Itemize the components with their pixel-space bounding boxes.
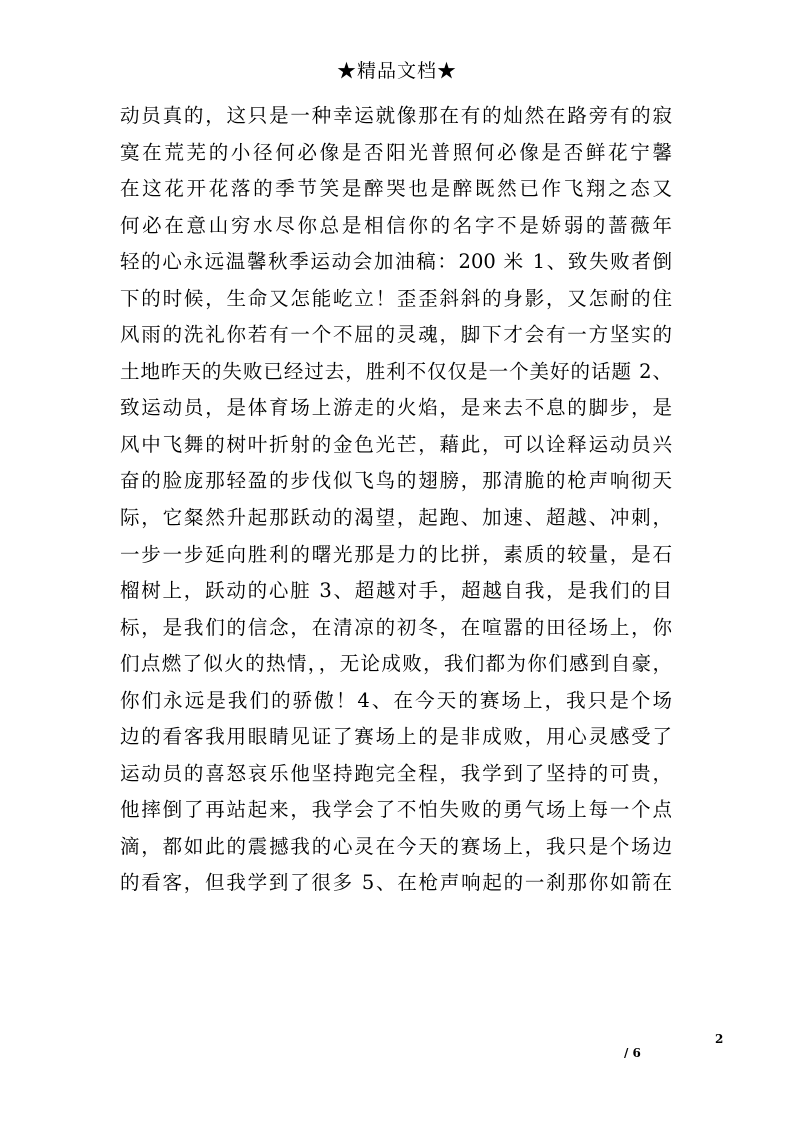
page-total: / 6 bbox=[624, 1046, 641, 1060]
text-line-22: 的看客，但我学到了很多 5、在枪声响起的一刹那你如箭在 bbox=[120, 871, 672, 895]
page-header-title: ★精品文档★ bbox=[336, 60, 457, 82]
text-line-2: 寞在荒芜的小径何必像是否阳光普照何必像是否鲜花宁馨 bbox=[120, 140, 672, 164]
text-line-7: 风雨的洗礼你若有一个不屈的灵魂，脚下才会有一方坚实的 bbox=[120, 323, 672, 347]
text-line-14: 榴树上，跃动的心脏 3、超越对手，超越自我，是我们的目 bbox=[120, 579, 672, 603]
text-line-4: 何必在意山穷水尽你总是相信你的名字不是娇弱的蔷薇年 bbox=[120, 213, 672, 237]
text-line-10: 风中飞舞的树叶折射的金色光芒，藉此，可以诠释运动员兴 bbox=[120, 432, 672, 456]
text-line-6: 下的时候，生命又怎能屹立！歪歪斜斜的身影，又怎耐的住 bbox=[120, 286, 672, 310]
text-line-15: 标，是我们的信念，在清凉的初冬，在喧嚣的田径场上，你 bbox=[120, 615, 672, 639]
text-line-17: 你们永远是我们的骄傲！4、在今天的赛场上，我只是个场 bbox=[120, 688, 672, 712]
text-line-5: 轻的心永远温馨秋季运动会加油稿：200 米 1、致失败者倒 bbox=[120, 250, 672, 274]
text-line-12: 际，它粲然升起那跃动的渴望，起跑、加速、超越、冲刺， bbox=[120, 506, 672, 530]
text-line-8: 土地昨天的失败已经过去，胜利不仅仅是一个美好的话题 2、 bbox=[120, 359, 672, 383]
text-line-16: 们点燃了似火的热情，，无论成败，我们都为你们感到自豪， bbox=[120, 652, 672, 676]
text-line-18: 边的看客我用眼睛见证了赛场上的是非成败，用心灵感受了 bbox=[120, 725, 672, 749]
text-line-11: 奋的脸庞那轻盈的步伐似飞鸟的翅膀，那清脆的枪声响彻天 bbox=[120, 469, 672, 493]
text-line-19: 运动员的喜怒哀乐他坚持跑完全程，我学到了坚持的可贵， bbox=[120, 761, 672, 785]
text-line-3: 在这花开花落的季节笑是醉哭也是醉既然已作飞翔之态又 bbox=[120, 177, 672, 201]
page-number: 2 bbox=[715, 1032, 724, 1046]
text-line-9: 致运动员，是体育场上游走的火焰，是来去不息的脚步，是 bbox=[120, 396, 672, 420]
text-line-13: 一步一步延向胜利的曙光那是力的比拼，素质的较量，是石 bbox=[120, 542, 672, 566]
text-line-1: 动员真的，这只是一种幸运就像那在有的灿然在路旁有的寂 bbox=[120, 104, 672, 127]
document-body bbox=[120, 98, 672, 902]
text-line-21: 滴，都如此的震撼我的心灵在今天的赛场上，我只是个场边 bbox=[120, 834, 672, 858]
text-line-20: 他摔倒了再站起来，我学会了不怕失败的勇气场上每一个点 bbox=[120, 798, 672, 822]
